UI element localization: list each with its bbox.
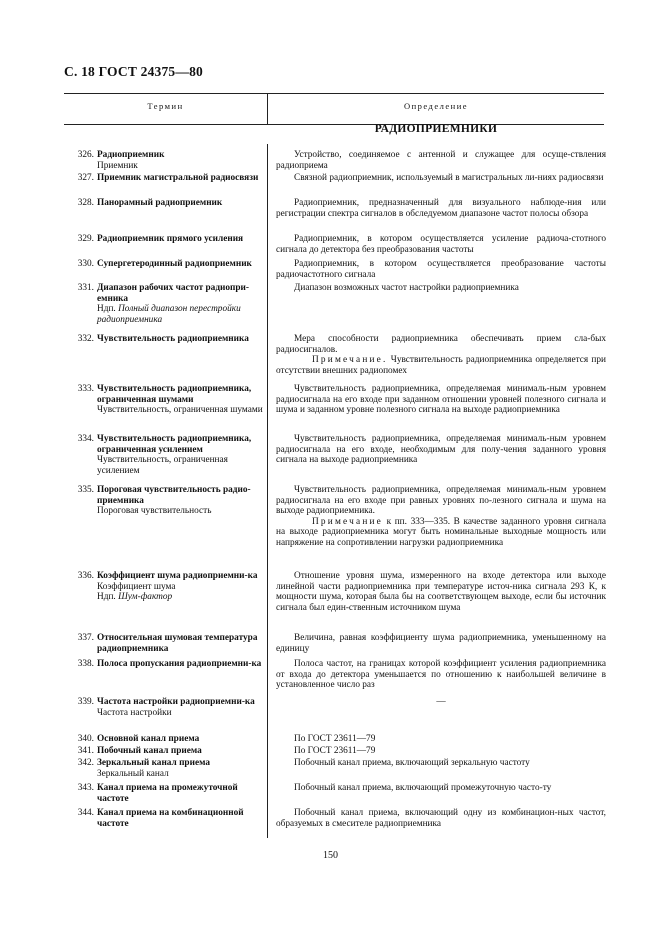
term-number: 328.	[77, 198, 94, 208]
term-text	[97, 259, 264, 270]
definition-cell	[276, 697, 606, 708]
term-cell	[64, 198, 264, 209]
term-name: Основной канал приема	[97, 734, 200, 744]
term-text	[97, 434, 264, 476]
term-name: Чувствительность радиоприемника	[97, 334, 249, 344]
note-label: Примечание	[312, 516, 383, 527]
definition-text: По ГОСТ 23611—79	[294, 734, 376, 744]
definition-text: Побочный канал приема, включающий зеркальную частоту	[294, 758, 530, 768]
ndp-term: Шум-фактор	[118, 592, 173, 602]
term-cell	[64, 150, 264, 171]
definition-text: Радиоприемник, в котором осуществляется преобразование частоты радиочастотного сигнала	[276, 259, 606, 280]
term-text	[97, 808, 264, 829]
term-text	[97, 150, 264, 171]
definition-text: Диапазон возможных частот настройки радиоприемника	[294, 283, 519, 293]
term-text	[97, 384, 264, 416]
term-number: 336.	[77, 571, 94, 581]
definition-text: Чувствительность радиоприемника, определяемая минималь-ным уровнем радиосигнала на его входе при заданном отношении уровней полезного сигнала и шума и заданном уровне полезного сигнала на выходе радиоприемника	[276, 384, 606, 415]
term-number: 330.	[77, 259, 94, 269]
term-text	[97, 173, 264, 184]
term-name: Приемник магистральной радиосвязи	[97, 173, 259, 183]
page-number: 150	[323, 850, 338, 861]
term-number: 340.	[77, 734, 94, 744]
term-name: Радиоприемник прямого усиления	[97, 234, 244, 244]
definition-text: —	[436, 697, 446, 707]
definition-text: Мера способности радиоприемника обеспечивать прием сла-бых радиосигналов.	[276, 334, 606, 355]
term-text	[97, 659, 264, 670]
column-header	[64, 93, 604, 125]
term-cell	[64, 697, 264, 718]
term-cell	[64, 758, 264, 779]
term-text	[97, 198, 264, 209]
definition-cell	[276, 234, 606, 255]
definition-cell	[276, 746, 606, 757]
definition-cell	[276, 434, 606, 466]
term-number: 329.	[77, 234, 94, 244]
term-name: Относительная шумовая температура радиоприемника	[97, 633, 258, 654]
term-text	[97, 283, 264, 325]
definition-note	[276, 517, 606, 549]
definition-cell	[276, 783, 606, 794]
term-text	[97, 234, 264, 245]
term-number: 326.	[77, 150, 94, 160]
definition-text: Побочный канал приема, включающий одну из комбинацион-ных частот, образуемых в смесителе радиоприемника	[276, 808, 606, 829]
definition-cell	[276, 659, 606, 691]
term-text	[97, 758, 264, 779]
ndp-term: Полный диапазон перестройки радиоприемника	[97, 304, 241, 325]
term-synonym: Пороговая чувствительность	[97, 506, 212, 516]
term-synonym: Чувствительность, ограниченная усилением	[97, 455, 228, 476]
term-name: Панорамный радиоприемник	[97, 198, 223, 208]
term-synonym: Частота настройки	[97, 707, 172, 718]
term-cell	[64, 633, 264, 654]
term-cell	[64, 783, 264, 804]
term-number: 333.	[77, 384, 94, 394]
term-number: 343.	[77, 783, 94, 793]
term-text	[97, 334, 264, 345]
definition-note	[276, 355, 606, 376]
term-name: Канал приема на комбинационной частоте	[97, 808, 244, 829]
definition-cell	[276, 198, 606, 219]
term-cell	[64, 234, 264, 245]
term-cell	[64, 434, 264, 476]
ndp-prefix: Ндп.	[97, 304, 119, 314]
term-name: Супергетеродинный радиоприемник	[97, 259, 252, 269]
term-number: 331.	[77, 283, 94, 293]
definition-cell	[276, 334, 606, 376]
ndp-prefix: Ндп.	[97, 592, 119, 602]
definition-text: По ГОСТ 23611—79	[294, 746, 376, 756]
term-name: Чувствительность радиоприемника, ограниченная шумами	[97, 384, 252, 405]
definition-cell	[276, 633, 606, 654]
definition-text: Радиоприемник, в котором осуществляется усиление радиоча-стотного сигнала до детектора без преобразования частоты	[276, 234, 606, 255]
definition-cell	[276, 758, 606, 769]
definition-text: Устройство, соединяемое с антенной и служащее для осуще-ствления радиоприема	[276, 150, 606, 171]
definition-cell	[276, 150, 606, 171]
term-number: 339.	[77, 697, 94, 707]
definition-text: Побочный канал приема, включающий промежуточную часто-ту	[294, 783, 552, 793]
term-cell	[64, 334, 264, 345]
term-synonym: Зеркальный канал	[97, 768, 169, 779]
definition-cell	[276, 259, 606, 280]
section-title: РАДИОПРИЕМНИКИ	[374, 123, 498, 135]
definition-text: Радиоприемник, предназначенный для визуального наблюде-ния или регистрации спектра сигналов в обследуемом диапазоне частот полосы обзора	[276, 198, 606, 219]
term-text	[97, 783, 264, 804]
term-name: Пороговая чувствительность радио-приемника	[97, 485, 251, 506]
term-synonym: Коэффициент шума	[97, 581, 176, 592]
term-number: 335.	[77, 485, 94, 495]
term-name: Полоса пропускания радиоприемни-ка	[97, 659, 262, 669]
definition-text: Величина, равная коэффициенту шума радиоприемника, уменьшенному на единицу	[276, 633, 606, 654]
term-number: 332.	[77, 334, 94, 344]
definition-cell	[276, 734, 606, 745]
column-header-definition: Определение	[403, 101, 469, 111]
term-text	[97, 571, 264, 603]
term-cell	[64, 746, 264, 757]
definition-text: Чувствительность радиоприемника, определяемая минималь-ным уровнем радиосигнала на его входе при равных уровнях по-лезного сигнала и шума на выходе радиоприемника.	[276, 485, 606, 516]
page-header: С. 18 ГОСТ 24375—80	[64, 64, 203, 79]
term-ndp	[97, 592, 264, 603]
term-name: Частота настройки радиоприемни-ка	[97, 697, 255, 707]
definition-text: Связной радиоприемник, используемый в магистральных ли-ниях радиосвязи	[294, 173, 604, 183]
definition-cell	[276, 173, 606, 184]
definition-cell	[276, 808, 606, 829]
term-number: 338.	[77, 659, 94, 669]
column-separator-line	[267, 144, 268, 838]
note-label: Примечание.	[312, 355, 388, 365]
term-cell	[64, 734, 264, 745]
term-text	[97, 485, 264, 517]
term-name: Побочный канал приема	[97, 746, 202, 756]
term-ndp	[97, 304, 264, 325]
term-name: Канал приема на промежуточной частоте	[97, 783, 238, 804]
note-text: к пп. 333—335. В качестве заданного уровня сигнала на выходе радиоприемника могут быть номинальные выходные мощность или напряжение на сопротивлении нагрузки радиоприемника	[276, 516, 606, 548]
term-name: Зеркальный канал приема	[97, 758, 210, 768]
definition-cell	[276, 571, 606, 613]
term-synonym: Чувствительность, ограниченная шумами	[97, 405, 263, 415]
term-text	[97, 746, 264, 757]
term-cell	[64, 283, 264, 325]
definition-text: Отношение уровня шума, измеренного на входе детектора или выходе линейной части радиоприемника при температуре источ-ника сигнала 293 К, к мощности шума, которая была бы на соответствующем выходе, если бы источник сигнала был един-ственным источником шума	[276, 571, 606, 613]
term-number: 334.	[77, 434, 94, 444]
term-number: 327.	[77, 173, 94, 183]
definition-cell	[276, 384, 606, 416]
term-cell	[64, 808, 264, 829]
term-cell	[64, 485, 264, 517]
term-cell	[64, 259, 264, 270]
definition-cell	[276, 485, 606, 548]
term-text	[97, 697, 264, 718]
term-cell	[64, 173, 264, 184]
term-number: 341.	[77, 746, 94, 756]
term-synonym: Приемник	[97, 160, 138, 171]
term-name: Диапазон рабочих частот радиопри-емника	[97, 283, 250, 304]
term-text	[97, 633, 264, 654]
term-text	[97, 734, 264, 745]
term-cell	[64, 659, 264, 670]
definition-cell	[276, 283, 606, 294]
term-cell	[64, 571, 264, 603]
term-name: Чувствительность радиоприемника, ограниченная усилением	[97, 434, 252, 455]
definition-text: Чувствительность радиоприемника, определяемая минималь-ным уровнем радиосигнала на его входе, необходимым для полу-чения заданного уровня сигнала на выходе радиоприемника	[276, 434, 606, 465]
term-number: 344.	[77, 808, 94, 818]
term-name: Радиоприемник	[97, 150, 165, 160]
definition-text: Полоса частот, на границах которой коэффициент усиления радиоприемника от входа до детектора уменьшается по отношению к наибольшей величине в установленное число раз	[276, 659, 606, 690]
term-name: Коэффициент шума радиоприемни-ка	[97, 571, 258, 581]
term-number: 342.	[77, 758, 94, 768]
note-text: Чувствительность радиоприемника определяется при отсутствии внешних радиопомех	[276, 355, 606, 376]
term-number: 337.	[77, 633, 94, 643]
term-cell	[64, 384, 264, 416]
column-header-term: Термин	[147, 101, 184, 111]
